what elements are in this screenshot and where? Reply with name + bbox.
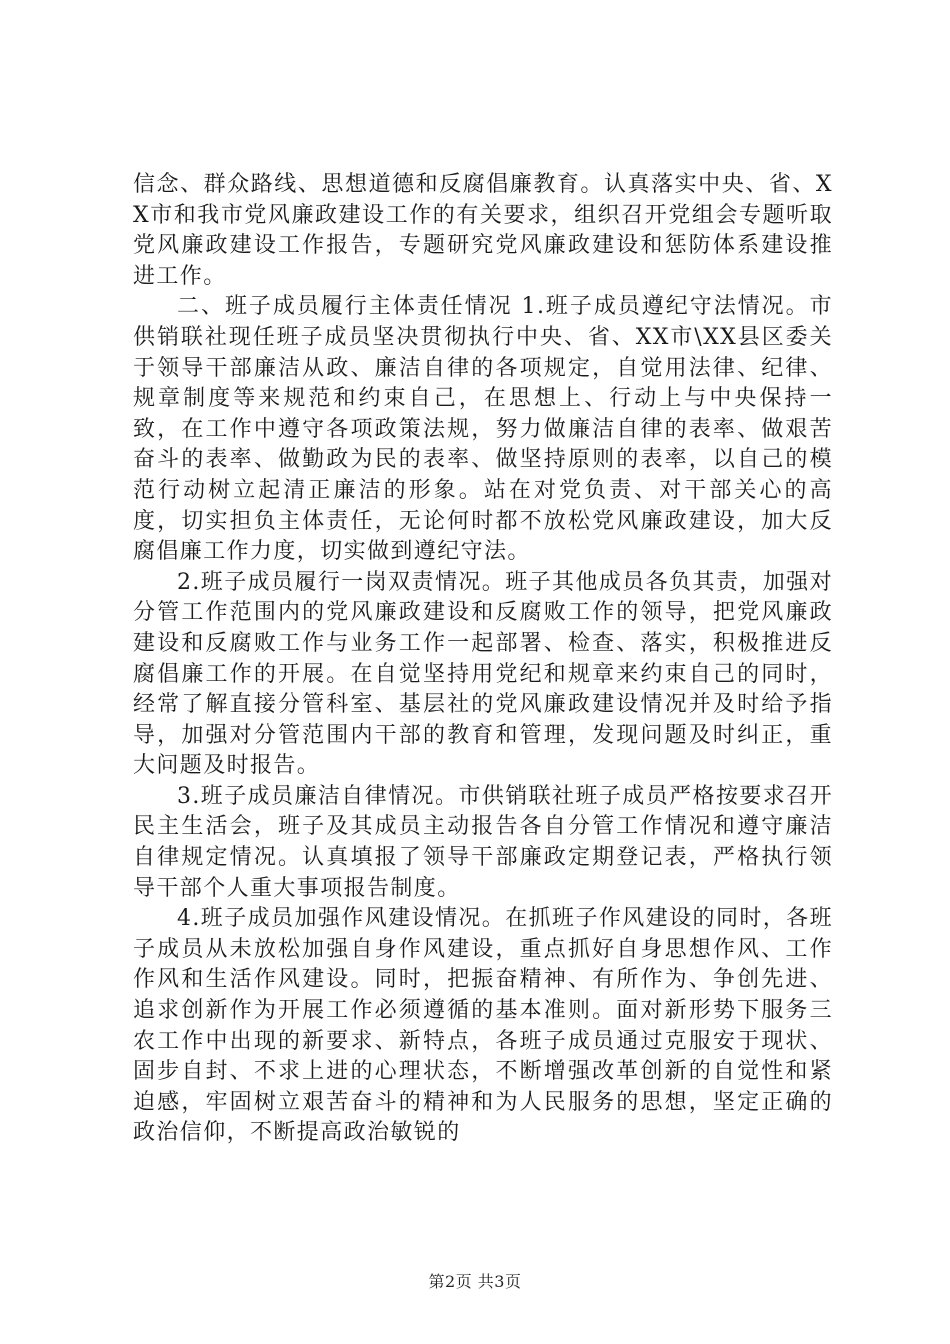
page-number-footer: 第2页 共3页 bbox=[428, 1272, 522, 1291]
paragraph-section-two: 二、班子成员履行主体责任情况 1.班子成员遵纪守法情况。市供销联社现任班子成员坚决贯彻执行中央、省、XX市\XX县区委关于领导干部廉洁从政、廉洁自律的各项规定，自觉用法律、纪律、规章制度等来规范和约束自己，在思想上、行动上与中央保持一致，在工作中遵守各项政策法规，努力做廉洁自律的表率、做艰苦奋斗的表率、做勤政为民的表率、做坚持原则的表率，以自己的模范行动树立起清正廉洁的形象。站在对党负责、对干部关心的高度，切实担负主体责任，无论何时都不放松党风廉政建设，加大反腐倡廉工作力度，切实做到遵纪守法。 bbox=[133, 294, 833, 565]
paragraph-continuation: 信念、群众路线、思想道德和反腐倡廉教育。认真落实中央、省、XX市和我市党风廉政建设工作的有关要求，组织召开党组会专题听取党风廉政建设工作报告，专题研究党风廉政建设和惩防体系建设推进工作。 bbox=[133, 172, 833, 289]
paragraph-item-3: 3.班子成员廉洁自律情况。市供销联社班子成员严格按要求召开民主生活会，班子及其成员主动报告各自分管工作情况和遵守廉洁自律规定情况。认真填报了领导干部廉政定期登记表，严格执行领导干部个人重大事项报告制度。 bbox=[133, 783, 833, 901]
paragraph-item-4: 4.班子成员加强作风建设情况。在抓班子作风建设的同时，各班子成员从未放松加强自身作风建设，重点抓好自身思想作风、工作作风和生活作风建设。同时，把振奋精神、有所作为、争创先进、追求创新作为开展工作必须遵循的基本准则。面对新形势下服务三农工作中出现的新要求、新特点，各班子成员通过克服安于现状、固步自封、不求上进的心理状态，不断增强改革创新的自觉性和紧迫感，牢固树立艰苦奋斗的精神和为人民服务的思想，坚定正确的政治信仰，不断提高政治敏锐的 bbox=[133, 906, 833, 1146]
document-body bbox=[133, 170, 833, 1149]
paragraph-item-2: 2.班子成员履行一岗双责情况。班子其他成员各负其责，加强对分管工作范围内的党风廉政建设和反腐败工作的领导，把党风廉政建设和反腐败工作与业务工作一起部署、检查、落实，积极推进反腐倡廉工作的开展。在自觉坚持用党纪和规章来约束自己的同时，经常了解直接分管科室、基层社的党风廉政建设情况并及时给予指导，加强对分管范围内干部的教育和管理，发现问题及时纠正，重大问题及时报告。 bbox=[133, 569, 833, 779]
